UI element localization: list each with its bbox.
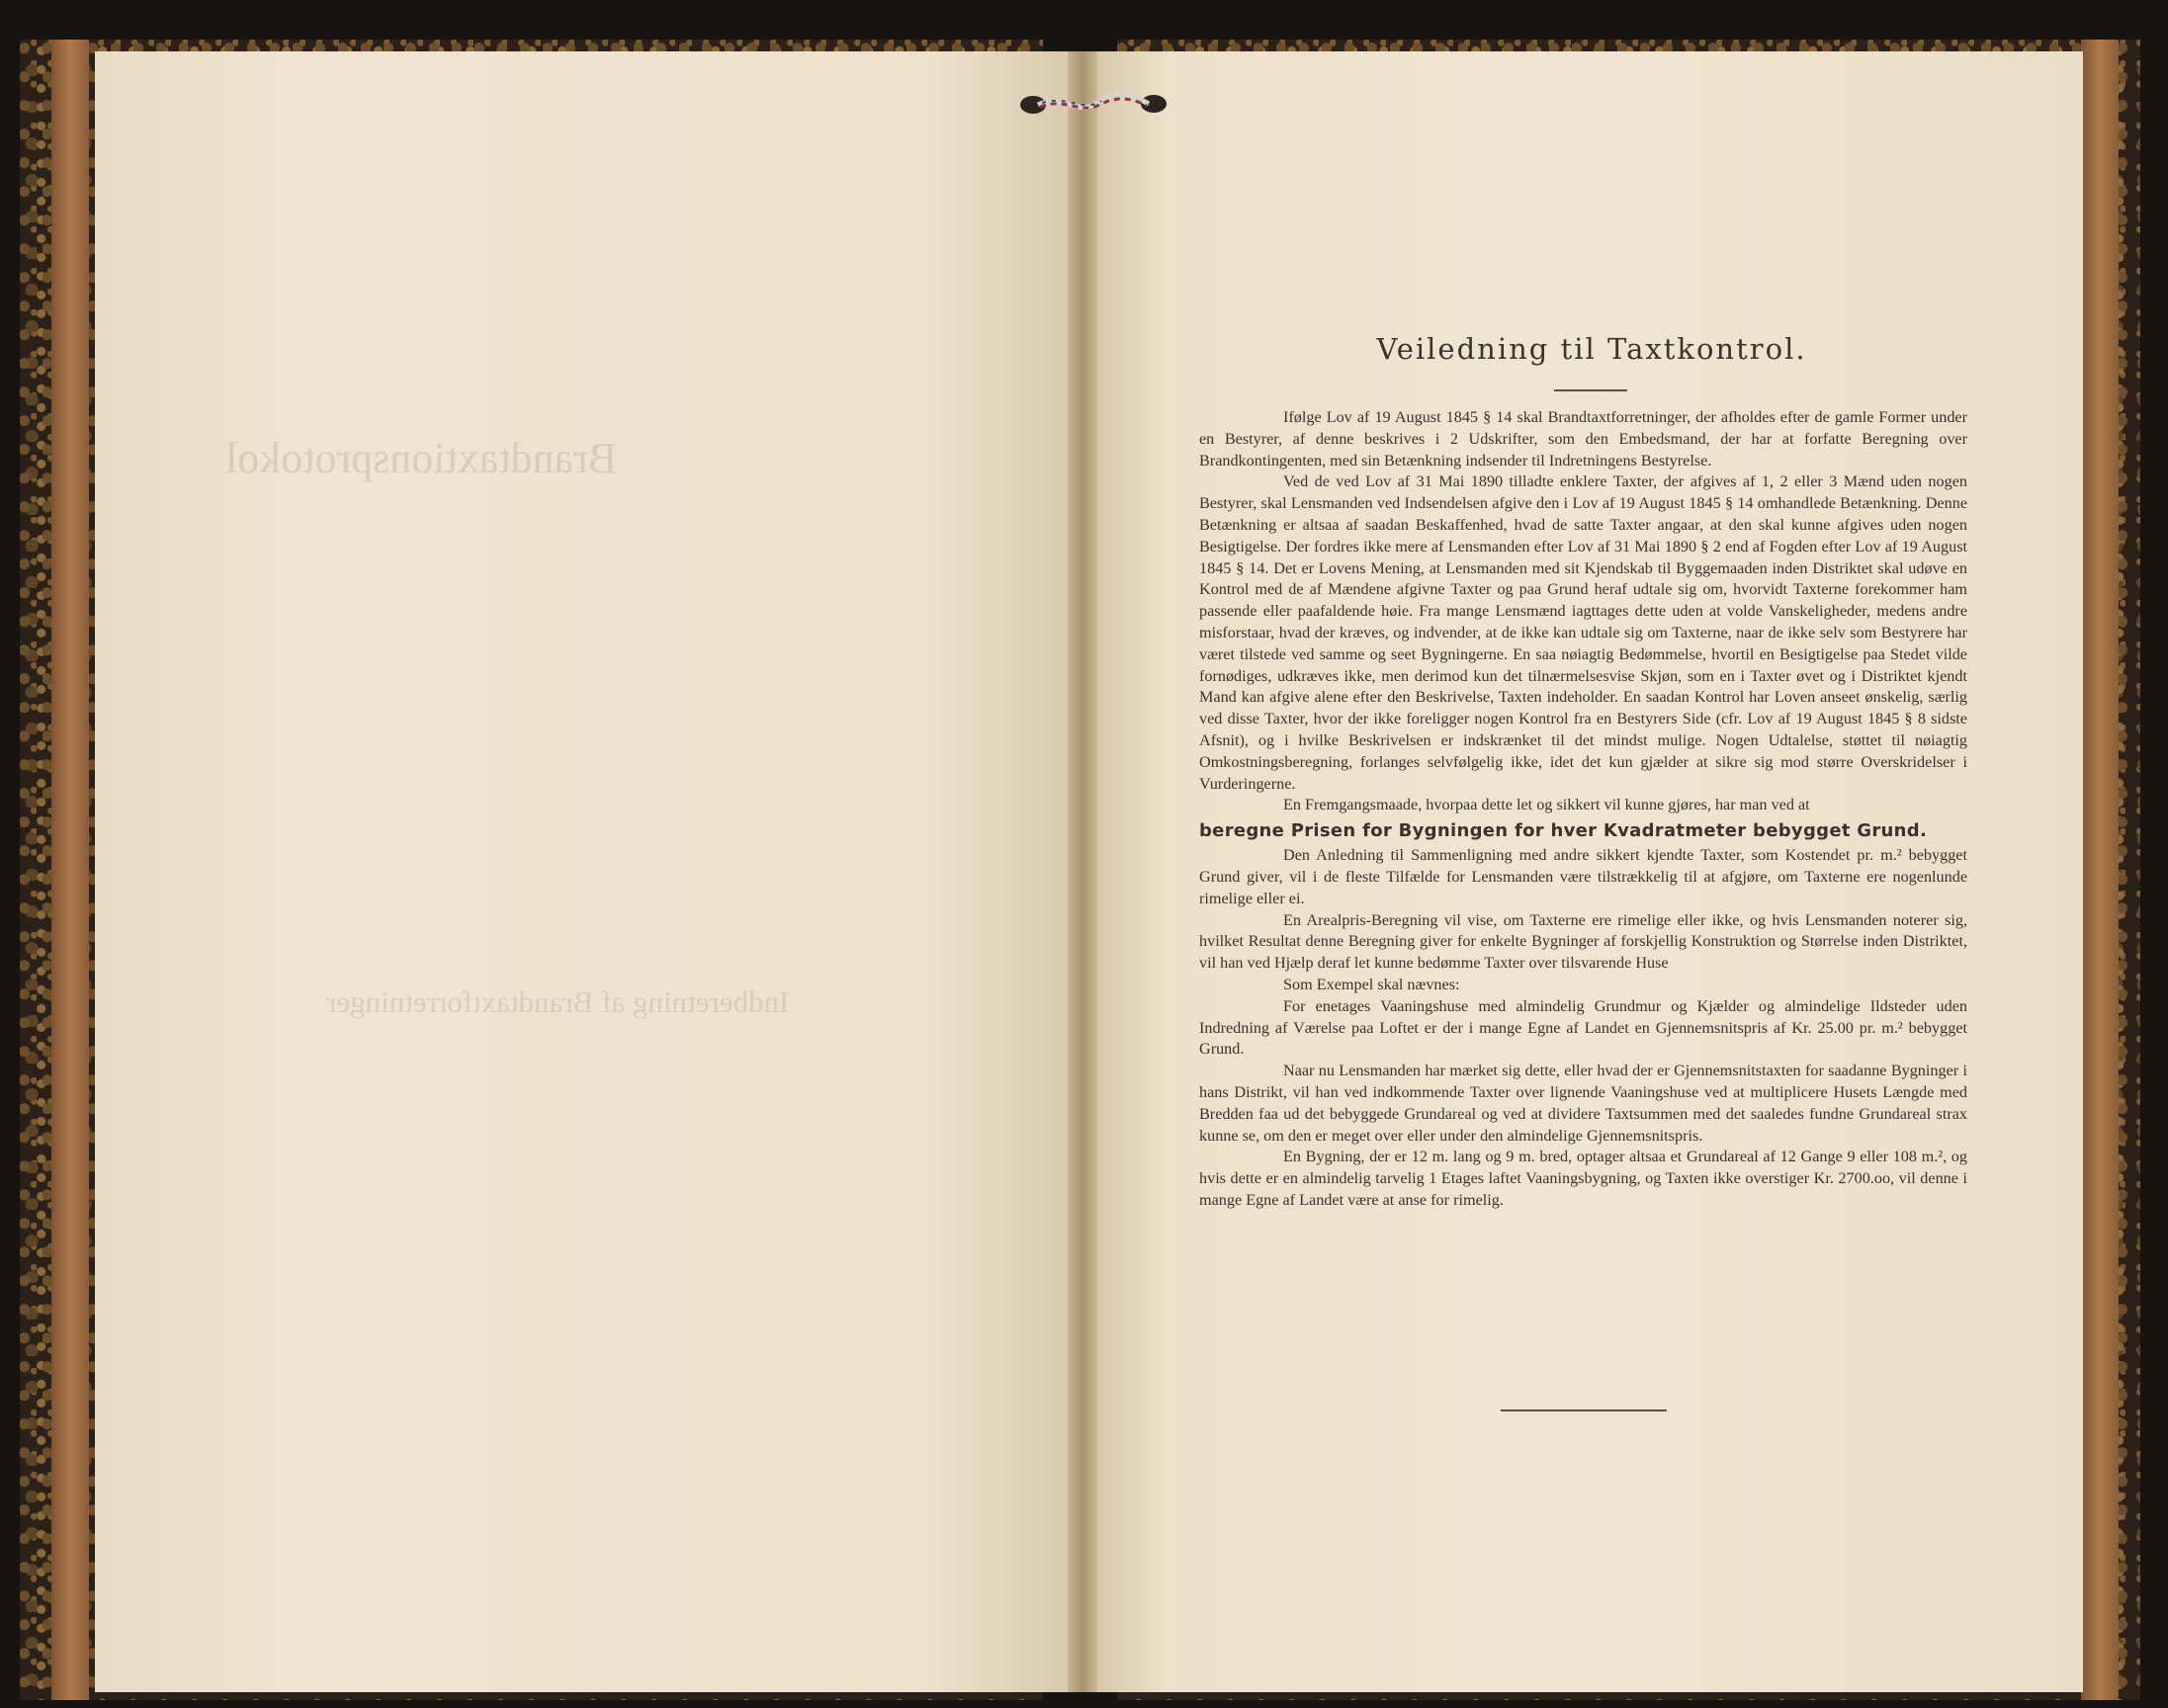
paragraph-3: En Fremgangsmaade, hvorpaa dette let og sikkert vil kunne gjøres, har man ved at [1283,796,1810,814]
paragraph-2: Ved de ved Lov af 31 Mai 1890 tilladte enklere Taxter, der afgives af 1, 2 eller 3 Mænd uden nogen Bestyrer, skal Lensmanden ved Indsendelsen afgive den i Lov af 19 August 1845 § 14 omhandlede Betænkning. Denne Betænkning er altsaa af saadan Beskaffenhed, hvad de satte Taxter angaar, at den skal kunne afgives uden nogen Besigtigelse. Der fordres ikke mere af Lensmanden efter Lov af 31 Mai 1890 § 2 end af Fogden efter Lov af 19 August 1845 § 14. Det er Lovens Mening, at Lensmanden med sit Kjendskab til Byggemaaden inden Distriktet skal udøve en Kontrol med de af Mændene afgivne Taxter og paa Grund heraf udtale sig om, hvorvidt Taxterne forekommer ham passende eller paafaldende høie. Fra mange Lensmænd iagttages dette uden at volde Vanskeligheder, medens andre misforstaar, hvad der kræves, og indvender, at de ikke kan udtale sig om Taxterne, naar de ikke selv som Bestyrere har været tilstede ved samme og seet Bygningerne. En saa nøiagtig Bedømmelse, hvortil en Besigtigelse paa Stedet vilde fornødiges, udkræves ikke, men derimod kun det tilnærmelsesvise Skjøn, som en i Taxter øvet og i Distriktet kjendt Mand kan afgive alene efter den Beskrivelse, Taxten indeholder. En saadan Kontrol har Loven anseet ønskelig, særlig ved disse Taxter, hvor der ikke foreligger nogen Kontrol fra en Bestyrers Side (cfr. Lov af 19 August 1845 § 8 sidste Afsnit), og i hvilke Beskrivelsen er indskrænket til det mindst mulige. Nogen Udtalelse, støttet til nøiagtig Omkostningsberegning, forlanges selvfølgelig ikke, idet det kun gjælder at sikre sig mod større Overskridelser i Vurderingerne. [1199,472,1967,793]
paragraph-4: Den Anledning til Sammenligning med andre sikkert kjendte Taxter, som Kostendet pr. m.² bebygget Grund giver, vil i de fleste Tilfælde for Lensmanden være tilstrækkelig til at afgjøre, om Taxterne ere nogenlunde rimelige eller ei. [1199,846,1967,907]
closing-divider [1501,1409,1667,1411]
paragraph-8: Naar nu Lensmanden har mærket sig dette, eller hvad der er Gjennemsnitstaxten for saadanne Bygninger i hans Distrikt, vil han ved indkommende Taxter over lignende Vaaningshuse ved at multiplicere Husets Længde med Bredden faa ud det bebyggede Grundareal og ved at dividere Taxtsummen med det saaledes fundne Grundareal strax kunne se, om den er meget over eller under den almindelige Gjennemsnitspris. [1199,1062,1967,1145]
paragraph-5: En Arealpris-Beregning vil vise, om Taxterne ere rimelige eller ikke, og hvis Lensmanden noterer sig, hvilket Resultat denne Beregning giver for enkelte Bygninger af forskjellig Konstruktion og Størrelse inden Distriktet, vil han ved Hjælp deraf let kunne bedømme Taxter over tilsvarende Huse [1199,910,1967,973]
bleed-through-title: Brandtaxtionsprotokol [225,434,617,482]
title-divider [1554,389,1627,391]
paragraph-7: For enetages Vaaningshuse med almindelig Grundmur og Kjælder og almindelige Ildsteder uden Indredning af Værelse paa Loftet er der i mange Egne af Landet en Gjennemsnitspris af Kr. 25.00 pr. m.² bebygget Grund. [1199,996,1967,1059]
book-gutter [1068,51,1097,1692]
instruction-text [1199,407,1967,1212]
paragraph-6: Som Exempel skal nævnes: [1283,975,1460,993]
paragraph-1: Ifølge Lov af 19 August 1845 § 14 skal Brandtaxtforretninger, der afholdes efter de gamle Former under en Bestyrer, af denne beskrives i 2 Udskrifter, som den Embedsmand, der har at forfatte Beregning over Brandkontingenten, med sin Betænkning indsender til Indretningens Bestyrelse. [1199,408,1967,470]
page-title: Veiledning til Taxtkontrol. [1376,332,1807,366]
binding-thread-icon [1018,91,1167,119]
bleed-through-subtitle: Indberetning af Brandtaxtforretninger [326,984,790,1019]
left-page [95,51,1074,1692]
left-leather-spine [51,40,89,1700]
emphasized-instruction: beregne Prisen for Bygningen for hver Kvadratmeter bebygget Grund. [1199,820,1928,842]
paragraph-9: En Bygning, der er 12 m. lang og 9 m. bred, optager altsaa et Grundareal af 12 Gange 9 eller 108 m.², og hvis dette er en almindelig tarvelig 1 Etages laftet Vaaningsbygning, og Taxten ikke overstiger Kr. 2700.oo, vil denne i mange Egne af Landet være at anse for rimelig. [1199,1148,1967,1209]
right-leather-spine [2081,40,2119,1700]
